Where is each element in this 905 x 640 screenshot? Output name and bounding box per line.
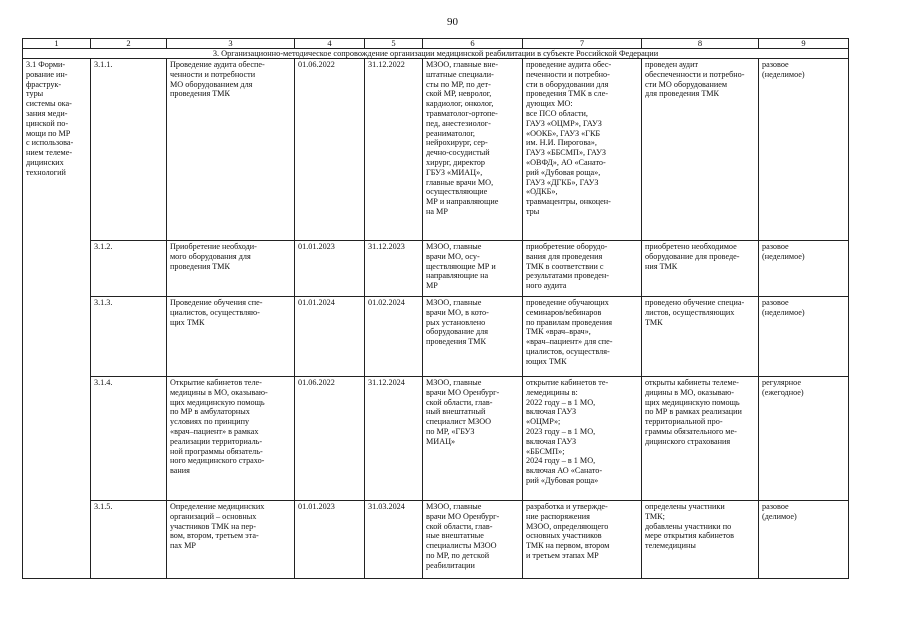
indicator-cell: определены участники ТМК; добавлены участники по мере открытия кабинетов телемедицины (642, 501, 759, 579)
indicator-cell: открыты кабинеты телеме- дицины в МО, оказываю- щих медицинскую помощь по МР в рамках реализации территориальной про- граммы обязательного ме- дицинского страхования (642, 377, 759, 501)
responsible-cell: МЗОО, главные врачи МО Оренбург- ской области, глав- ный внештатный специалист МЗОО по МР, «ГБУЗ МИАЦ» (423, 377, 523, 501)
measures-table (22, 38, 849, 579)
column-number-row (23, 39, 849, 49)
row-number: 3.1.1. (91, 59, 167, 241)
table-row (23, 501, 849, 579)
end-date: 31.12.2022 (365, 59, 423, 241)
section-title: 3. Организационно-методическое сопровождение организации медицинской реабилитации в субъекте Российской Федерации (23, 49, 849, 59)
event-cell: Открытие кабинетов теле- медицины в МО, оказываю- щих медицинскую помощь по МР в амбулаторных условиях по принципу «врач–пациент» в рамках реализации территориаль- ной программы обязатель- ного медицинского страхо- вания (167, 377, 295, 501)
start-date: 01.01.2023 (295, 501, 365, 579)
indicator-cell: приобретено необходимое оборудование для проведе- ния ТМК (642, 241, 759, 297)
event-cell: Определение медицинских организаций – основных участников ТМК на пер- вом, втором, третьем эта- пах МР (167, 501, 295, 579)
result-cell: разработка и утвержде- ние распоряжения МЗОО, определяющего основных участников ТМК на первом, втором и третьем этапах МР (523, 501, 642, 579)
responsible-cell: МЗОО, главные врачи МО Оренбург- ской области, глав- ные внештатные специалисты МЗОО по МР, по детской реабилитации (423, 501, 523, 579)
result-cell: проведение аудита обес- печенности и потребно- сти в оборудовании для проведения ТМК в сле- дующих МО: все ПСО области, ГАУЗ «ОЦМР», ГАУЗ «ООКБ», ГАУЗ «ГКБ им. Н.И. Пирогова», ГАУЗ «ББСМП», ГАУЗ «ОВФД», АО «Санато- рий «Дубовая роща», ГАУЗ «ДГКБ», ГАУЗ «ОДКБ», травмацентры, онкоцен- тры (523, 59, 642, 241)
col-number: 7 (523, 39, 642, 49)
regularity-cell: регулярное (ежегодное) (759, 377, 849, 501)
table-row (23, 241, 849, 297)
result-cell: приобретение оборудо- вания для проведения ТМК в соответствии с результатами проведен- ного аудита (523, 241, 642, 297)
end-date: 31.12.2024 (365, 377, 423, 501)
col-number: 1 (23, 39, 91, 49)
end-date: 31.12.2023 (365, 241, 423, 297)
responsible-cell: МЗОО, главные врачи МО, осу- ществляющие МР и направляющие на МР (423, 241, 523, 297)
event-cell: Проведение обучения спе- циалистов, осуществляю- щих ТМК (167, 297, 295, 377)
regularity-cell: разовое (делимое) (759, 501, 849, 579)
event-cell: Приобретение необходи- мого оборудования для проведения ТМК (167, 241, 295, 297)
regularity-cell: разовое (неделимое) (759, 59, 849, 241)
start-date: 01.01.2024 (295, 297, 365, 377)
responsible-cell: МЗОО, главные вне- штатные специали- сты по МР, по дет- ской МР, невролог, кардиолог, онколог, травматолог-ортопе- пед, анестезиолог- реаниматолог, нейрохирург, сер- дечно-сосудистый хирург, директор ГБУЗ «МИАЦ», главные врачи МО, осуществляющие МР и направляющие на МР (423, 59, 523, 241)
end-date: 31.03.2024 (365, 501, 423, 579)
regularity-cell: разовое (неделимое) (759, 297, 849, 377)
row-number: 3.1.3. (91, 297, 167, 377)
start-date: 01.06.2022 (295, 59, 365, 241)
group-cell: 3.1 Форми- рование ин- фраструк- туры системы ока- зания меди- цинской по- мощи по МР с использова- нием телеме- дицинских технологий (23, 59, 91, 579)
col-number: 4 (295, 39, 365, 49)
regularity-cell: разовое (неделимое) (759, 241, 849, 297)
indicator-cell: проведено обучение специа- листов, осуществляющих ТМК (642, 297, 759, 377)
row-number: 3.1.2. (91, 241, 167, 297)
result-cell: проведение обучающих семинаров/вебинаров по правилам проведения ТМК «врач–врач», «врач–пациент» для спе- циалистов, осуществля- ющих ТМК (523, 297, 642, 377)
col-number: 8 (642, 39, 759, 49)
table-row (23, 377, 849, 501)
col-number: 5 (365, 39, 423, 49)
col-number: 3 (167, 39, 295, 49)
col-number: 2 (91, 39, 167, 49)
table-row (23, 297, 849, 377)
responsible-cell: МЗОО, главные врачи МО, в кото- рых установлено оборудование для проведения ТМК (423, 297, 523, 377)
col-number: 6 (423, 39, 523, 49)
start-date: 01.06.2022 (295, 377, 365, 501)
section-row (23, 49, 849, 59)
indicator-cell: проведен аудит обеспеченности и потребно- сти МО оборудованием для проведения ТМК (642, 59, 759, 241)
row-number: 3.1.5. (91, 501, 167, 579)
result-cell: открытие кабинетов те- лемедицины в: 2022 году – в 1 МО, включая ГАУЗ «ОЦМР»; 2023 году – в 1 МО, включая ГАУЗ «ББСМП»; 2024 году – в 1 МО, включая АО «Санато- рий «Дубовая роща» (523, 377, 642, 501)
event-cell: Проведение аудита обеспе- ченности и потребности МО оборудованием для проведения ТМК (167, 59, 295, 241)
col-number: 9 (759, 39, 849, 49)
page-number: 90 (447, 16, 458, 28)
table-row (23, 59, 849, 241)
row-number: 3.1.4. (91, 377, 167, 501)
start-date: 01.01.2023 (295, 241, 365, 297)
end-date: 01.02.2024 (365, 297, 423, 377)
